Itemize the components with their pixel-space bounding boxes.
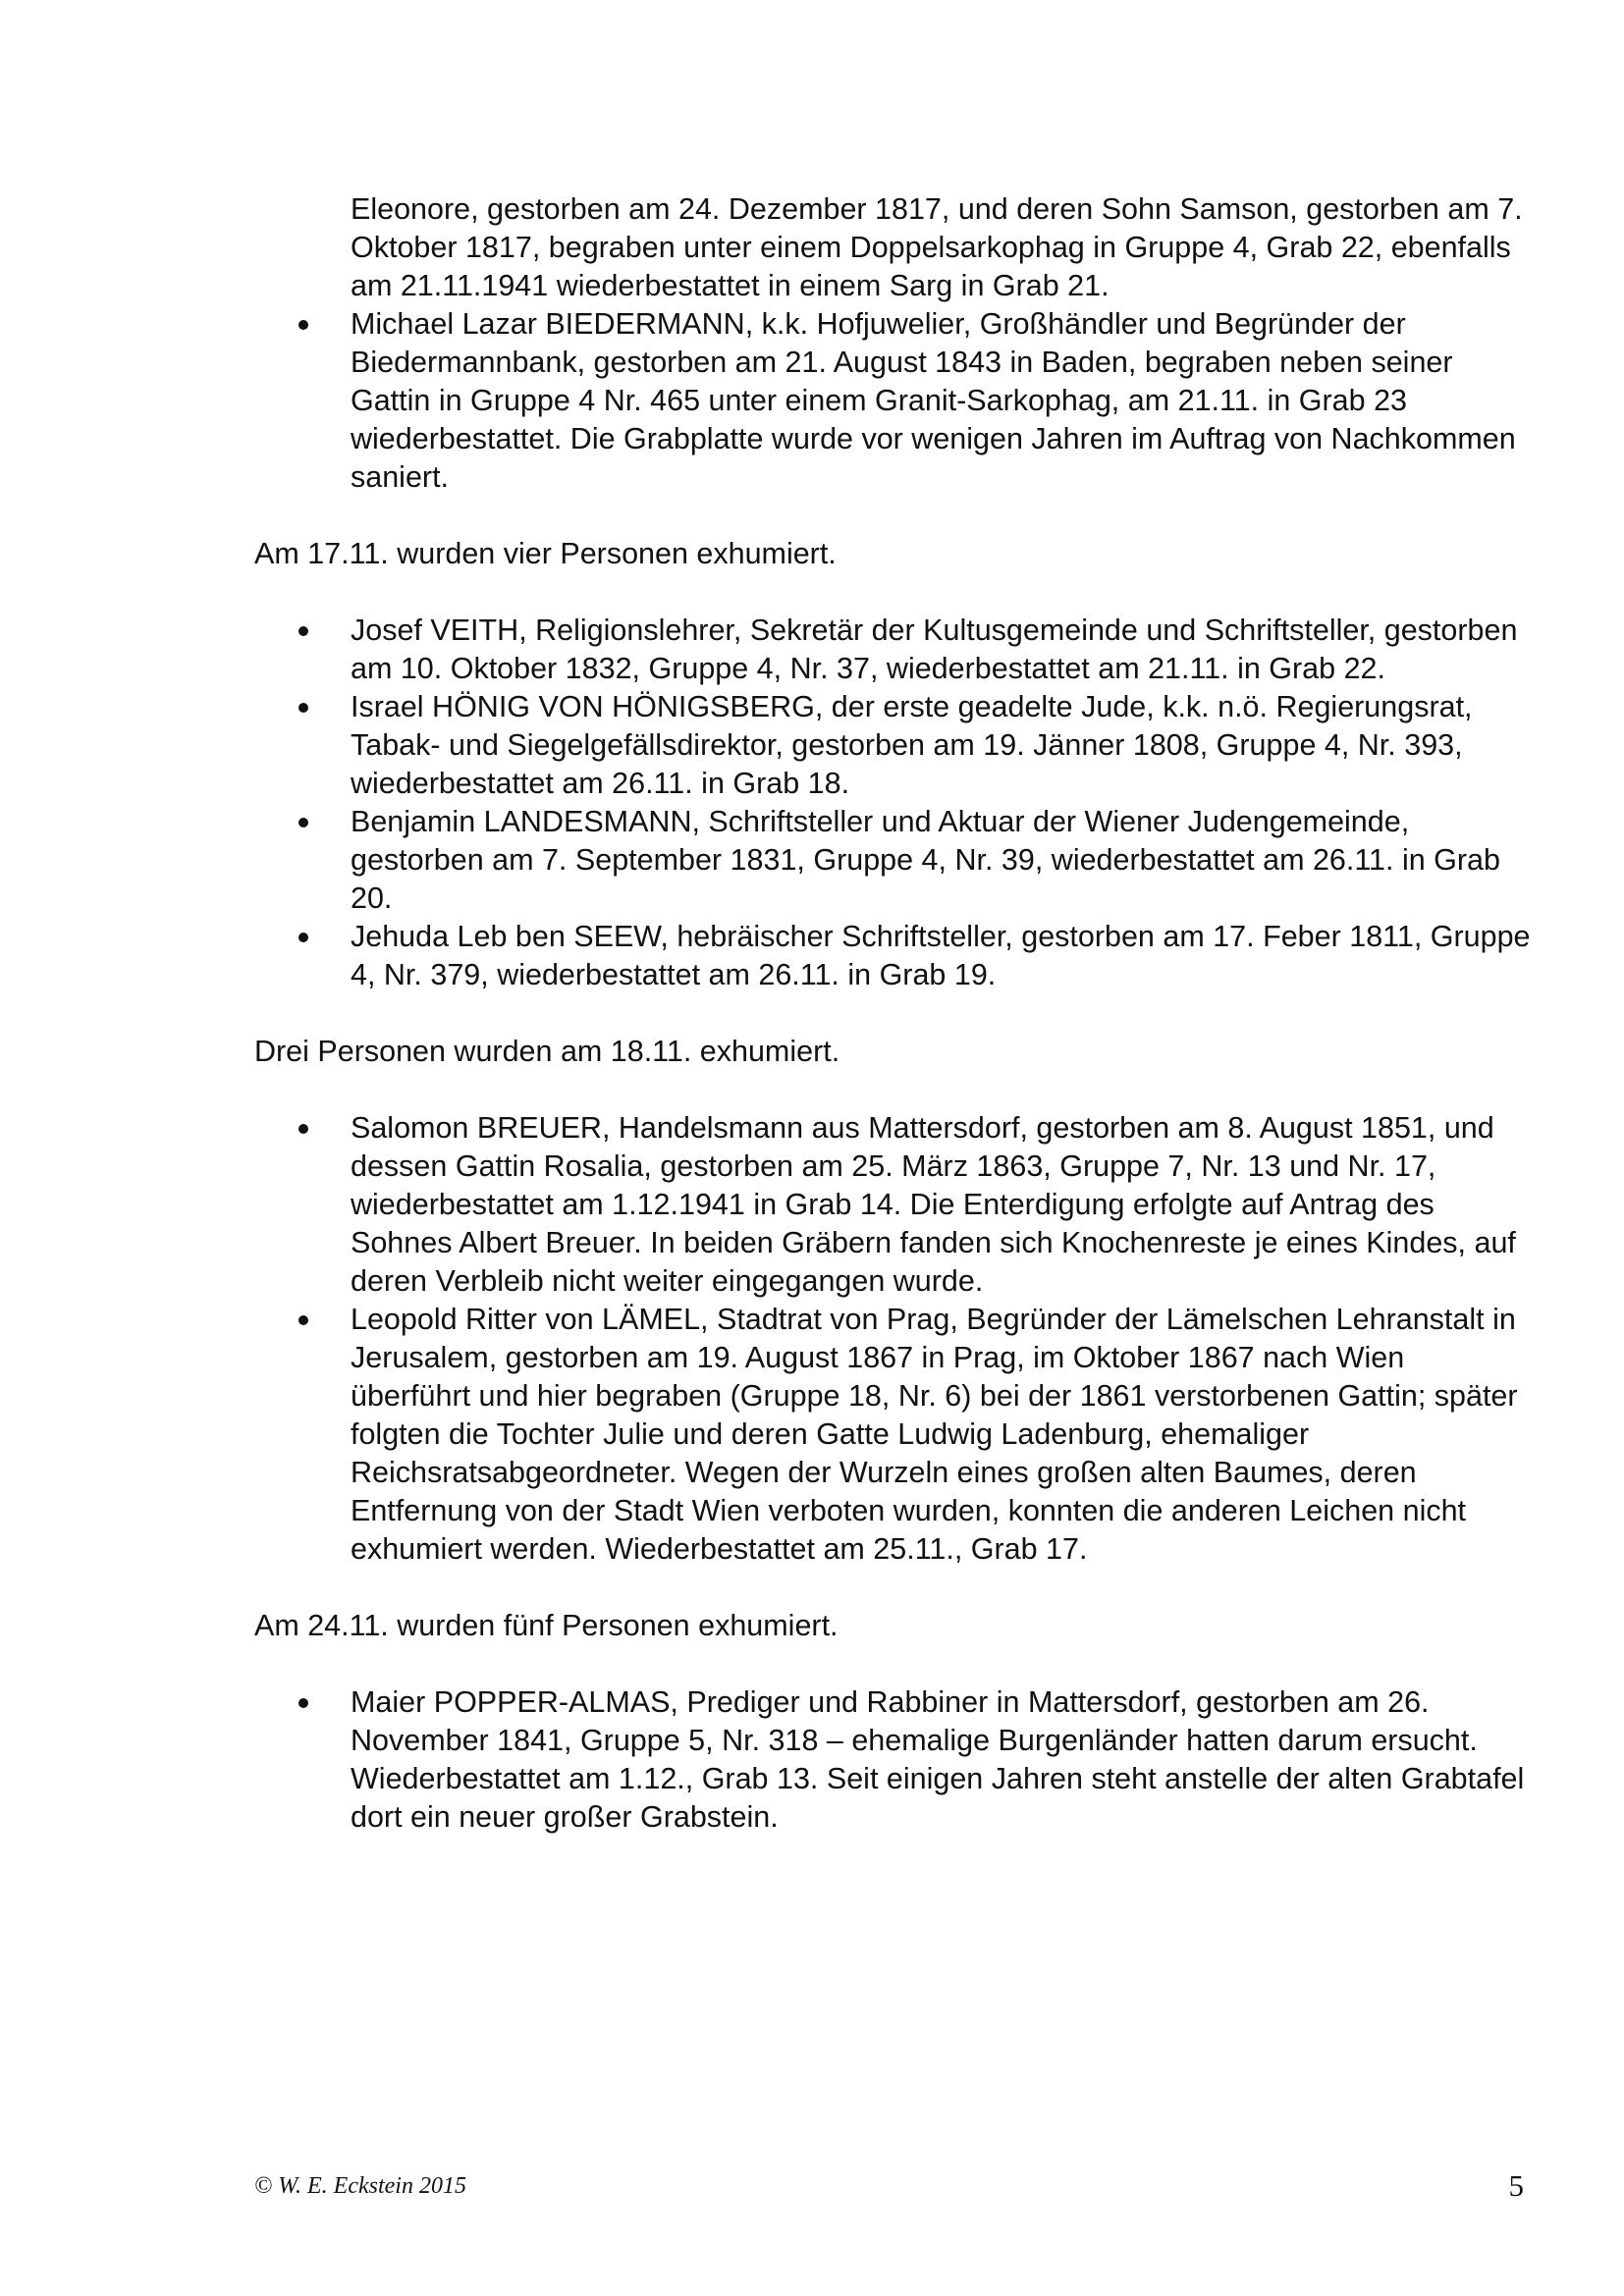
list-item-text: Josef VEITH, Religionslehrer, Sekretär der Kultusgemeinde und Schriftsteller, gestorben am 10. Oktober 1832, Gruppe 4, Nr. 37, wiederbestattet am 21.11. in Grab 22. xyxy=(351,614,1518,685)
list-item xyxy=(254,1109,1531,1301)
paragraph: Drei Personen wurden am 18.11. exhumiert. xyxy=(254,1035,840,1068)
bullet-list xyxy=(254,1683,1531,1837)
list-item-text: Jehuda Leb ben SEEW, hebräischer Schriftsteller, gestorben am 17. Feber 1811, Gruppe 4, Nr. 379, wiederbestattet am 26.11. in Grab 19. xyxy=(351,920,1531,991)
list-item-text: Salomon BREUER, Handelsmann aus Mattersdorf, gestorben am 8. August 1851, und dessen Gattin Rosalia, gestorben am 25. März 1863, Gruppe 7, Nr. 13 und Nr. 17, wiederbestattet am 1.12.1941 in Grab 14. Die Enterdigung erfolgte auf Antrag des Sohnes Albert Breuer. In beiden Gräbern fanden sich Knochenreste je eines Kindes, auf deren Verbleib nicht weiter eingegangen wurde. xyxy=(351,1111,1516,1298)
page-number: 5 xyxy=(1508,2168,1524,2203)
page-body xyxy=(254,190,1531,1837)
bullet-icon xyxy=(298,1698,308,1708)
bullet-icon xyxy=(298,1315,308,1325)
footer-copyright: © W. E. Eckstein 2015 xyxy=(254,2173,466,2199)
list-item-text: Benjamin LANDESMANN, Schriftsteller und Aktuar der Wiener Judengemeinde, gestorben am 7. September 1831, Gruppe 4, Nr. 39, wiederbestattet am 26.11. in Grab 20. xyxy=(351,805,1500,915)
list-item-text: Eleonore, gestorben am 24. Dezember 1817, und deren Sohn Samson, gestorben am 7. Oktober 1817, begraben unter einem Doppelsarkophag in Gruppe 4, Grab 22, ebenfalls am 21.11.1941 wiederbestattet in einem Sarg in Grab 21. xyxy=(351,192,1523,302)
paragraph: Am 24.11. wurden fünf Personen exhumiert. xyxy=(254,1609,839,1642)
paragraph: Am 17.11. wurden vier Personen exhumiert. xyxy=(254,537,837,570)
list-item-text: Maier POPPER-ALMAS, Prediger und Rabbiner in Mattersdorf, gestorben am 26. November 1841, Gruppe 5, Nr. 318 – ehemalige Burgenländer hatten darum ersucht. Wiederbestattet am 1.12., Grab 13. Seit einigen Jahren steht anstelle der alten Grabtafel dort ein neuer großer Grabstein. xyxy=(351,1685,1525,1834)
list-item xyxy=(254,688,1531,803)
list-item xyxy=(254,1683,1531,1837)
bullet-icon xyxy=(298,933,308,942)
bullet-icon xyxy=(298,818,308,828)
bullet-icon xyxy=(298,626,308,636)
bullet-icon xyxy=(298,1124,308,1134)
list-item-continuation xyxy=(254,190,1531,305)
list-item-text: Israel HÖNIG VON HÖNIGSBERG, der erste geadelte Jude, k.k. n.ö. Regierungsrat, Tabak- und Siegelgefällsdirektor, gestorben am 19. Jänner 1808, Gruppe 4, Nr. 393, wiederbestattet am 26.11. in Grab 18. xyxy=(351,690,1473,800)
list-item xyxy=(254,305,1531,497)
list-item xyxy=(254,918,1531,994)
list-item-text: Leopold Ritter von LÄMEL, Stadtrat von Prag, Begründer der Lämelschen Lehranstalt in Jerusalem, gestorben am 19. August 1867 in Prag, im Oktober 1867 nach Wien überführt und hier begraben (Gruppe 18, Nr. 6) bei der 1861 verstorbenen Gattin; später folgten die Tochter Julie und deren Gatte Ludwig Ladenburg, ehemaliger Reichsratsabgeordneter. Wegen der Wurzeln eines großen alten Baumes, deren Entfernung von der Stadt Wien verboten wurden, konnten die anderen Leichen nicht exhumiert werden. Wiederbestattet am 25.11., Grab 17. xyxy=(351,1303,1518,1566)
bullet-icon xyxy=(298,320,308,330)
list-item-text: Michael Lazar BIEDERMANN, k.k. Hofjuwelier, Großhändler und Begründer der Biedermannbank, gestorben am 21. August 1843 in Baden, begraben neben seiner Gattin in Gruppe 4 Nr. 465 unter einem Granit-Sarkophag, am 21.11. in Grab 23 wiederbestattet. Die Grabplatte wurde vor wenigen Jahren im Auftrag von Nachkommen saniert. xyxy=(351,307,1516,494)
list-item xyxy=(254,612,1531,688)
list-item xyxy=(254,1301,1531,1569)
list-item xyxy=(254,803,1531,918)
bullet-icon xyxy=(298,703,308,713)
bullet-list xyxy=(254,1109,1531,1569)
bullet-list xyxy=(254,612,1531,994)
